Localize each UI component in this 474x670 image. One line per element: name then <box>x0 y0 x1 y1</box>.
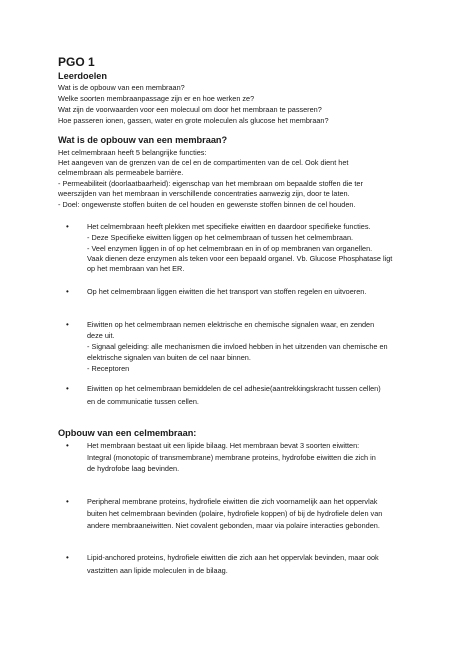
bullet-line: en de communicatie tussen cellen. <box>87 397 199 406</box>
bullet-icon: • <box>66 441 69 450</box>
bullet-icon: • <box>66 222 69 231</box>
section-heading: Wat is de opbouw van een membraan? <box>58 135 228 145</box>
leerdoel-item: Hoe passeren ionen, gassen, water en grote moleculen als glucose het membraan? <box>58 116 329 125</box>
bullet-line: Integral (monotopic of transmembrane) membrane proteins, hydrofobe eiwitten die zich in <box>87 453 376 462</box>
paragraph-line: celmembraan als permeabele barrière. <box>58 168 184 177</box>
bullet-line: op het membraan van het ER. <box>87 264 185 273</box>
bullet-line: Eiwitten op het celmembraan nemen elektrische en chemische signalen waar, en zenden <box>87 320 375 329</box>
bullet-line: Eiwitten op het celmembraan bemiddelen de cel adhesie(aantrekkingskracht tussen cellen) <box>87 384 381 393</box>
paragraph-line: - Permeabiliteit (doorlaatbaarheid): eigenschap van het membraan om bepaalde stoffen die ter <box>58 179 363 188</box>
paragraph-line: weerszijden van het membraan in verschillende concentraties aanwezig zijn, door te laten. <box>58 189 350 198</box>
bullet-line: Peripheral membrane proteins, hydrofiele eiwitten die zich voornamelijk aan het oppervlak <box>87 497 378 506</box>
paragraph-line: Het celmembraan heeft 5 belangrijke functies: <box>58 148 207 157</box>
bullet-line: Op het celmembraan liggen eiwitten die het transport van stoffen regelen en uitvoeren. <box>87 287 367 296</box>
bullet-line: Het membraan bestaat uit een lipide bilaag. Het membraan bevat 3 soorten eiwitten: <box>87 441 360 450</box>
bullet-line: Lipid-anchored proteins, hydrofiele eiwitten die zich aan het oppervlak bevinden, maar ook <box>87 553 379 562</box>
bullet-line: vastzitten aan lipide moleculen in de bilaag. <box>87 566 228 575</box>
leerdoel-item: Wat is de opbouw van een membraan? <box>58 83 185 92</box>
bullet-line: elektrische signalen van buiten de cel naar binnen. <box>87 353 251 362</box>
bullet-icon: • <box>66 497 69 506</box>
section-heading: Opbouw van een celmembraan: <box>58 428 197 438</box>
bullet-line: Vaak dienen deze enzymen als teken voor een bepaald organel. Vb. Glucose Phosphatase ligt <box>87 254 393 263</box>
bullet-line: deze uit. <box>87 331 115 340</box>
leerdoelen-heading: Leerdoelen <box>58 71 108 81</box>
bullet-icon: • <box>66 384 69 393</box>
bullet-line: - Deze Specifieke eiwitten liggen op het celmembraan of tussen het celmembraan. <box>87 233 354 242</box>
bullet-line: Het celmembraan heeft plekken met specifieke eiwitten en daardoor specifieke functies. <box>87 222 371 231</box>
bullet-line: - Receptoren <box>87 364 130 373</box>
bullet-line: de hydrofobe laag bevinden. <box>87 464 180 473</box>
bullet-line: andere membraaneiwitten. Niet covalent gebonden, maar via polaire interacties gebonden. <box>87 521 380 530</box>
paragraph-line: - Doel: ongewenste stoffen buiten de cel houden en gewenste stoffen binnen de cel houden. <box>58 200 356 209</box>
leerdoel-item: Welke soorten membraanpassage zijn er en hoe werken ze? <box>58 94 255 103</box>
bullet-line: - Veel enzymen liggen in of op het celmembraan en in of op membranen van organellen. <box>87 244 373 253</box>
bullet-icon: • <box>66 320 69 329</box>
paragraph-line: Het aangeven van de grenzen van de cel en de compartimenten van de cel. Ook dient het <box>58 158 349 167</box>
page-title: PGO 1 <box>58 55 95 69</box>
bullet-icon: • <box>66 553 69 562</box>
bullet-icon: • <box>66 287 69 296</box>
bullet-line: buiten het celmembraan bevinden (polaire, hydrofiele koppen) of bij de hydrofiele delen van <box>87 509 383 518</box>
bullet-line: - Signaal geleiding: alle mechanismen die invloed hebben in het uitzenden van chemische en <box>87 342 388 351</box>
leerdoel-item: Wat zijn de voorwaarden voor een molecuul om door het membraan te passeren? <box>58 105 322 114</box>
